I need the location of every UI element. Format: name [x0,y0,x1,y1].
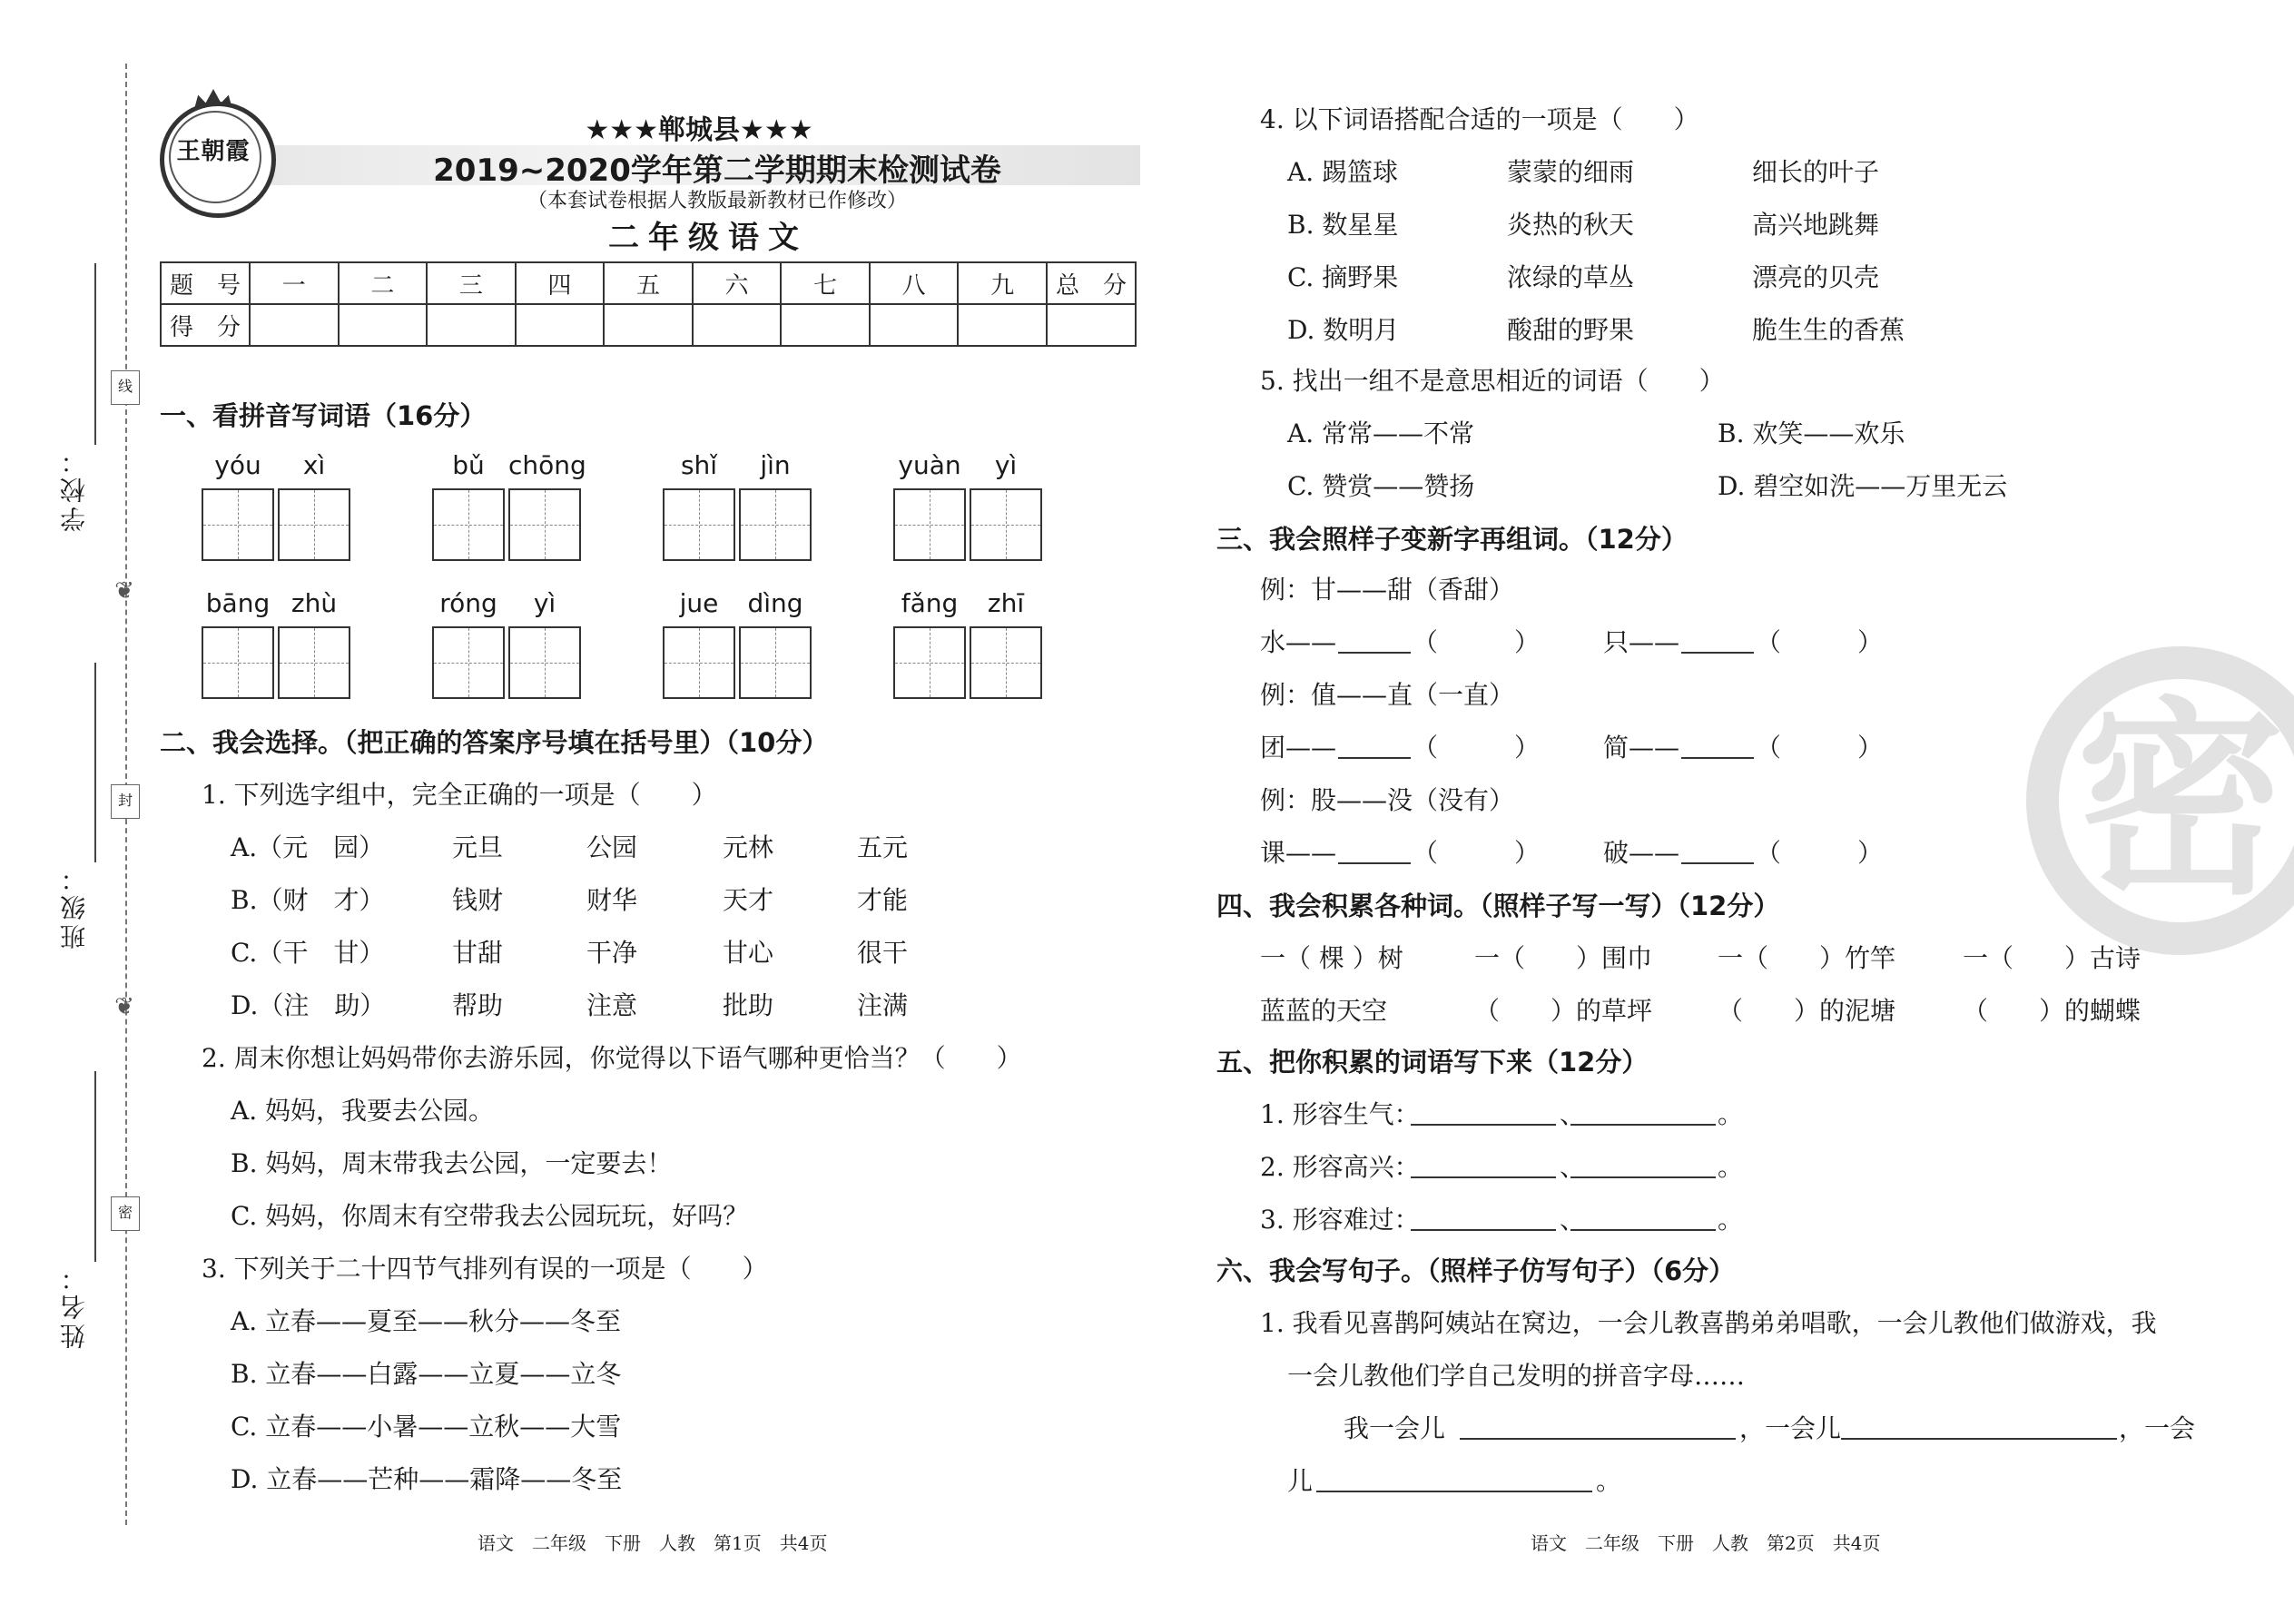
score-cell: 总 分 [1047,262,1136,304]
pinyin: yóu [214,450,261,480]
answer-blank[interactable] [1338,730,1411,759]
sentence-prompt: 我一会儿 [1344,1413,1446,1443]
score-cell: 三 [427,262,516,304]
section2-title: 二、我会选择。（把正确的答案序号填在括号里）（10分） [160,727,829,758]
exam-title: 2019~2020学年第二学期期末检测试卷 [433,153,1001,189]
name-blank-line [94,1071,96,1262]
option-word: 批助 [723,990,774,1020]
option-word: 五元 [857,832,909,862]
option-text: D. 碧空如洗——万里无云 [1718,471,2008,501]
sentence-prompt: ，一会儿 [1739,1413,1842,1443]
pinyin: zhī [987,588,1025,618]
seal-word-secret: 密 [111,1196,140,1231]
option-word: 高兴地跳舞 [1752,210,1880,240]
option-label: A.（元 园） [231,832,385,862]
score-input-cell[interactable] [339,304,428,346]
sentence-example: 一会儿教他们学自己发明的拼音字母…… [1287,1361,1746,1391]
option-word: 注意 [586,990,638,1020]
question-stem: 5. 找出一组不是意思相近的词语（ ） [1260,366,1725,396]
pinyin: jue [679,588,719,618]
pinyin: yuàn [898,450,961,480]
name-label: 姓名： [59,1262,89,1349]
school-blank-line [94,263,96,445]
sentence-example: 1. 我看见喜鹊阿姨站在窝边，一会儿教喜鹊弟弟唱歌，一会儿教他们做游戏，我 [1260,1308,2157,1338]
writing-grid[interactable] [893,488,966,561]
adjective-example: 蓝蓝的天空 [1260,996,1388,1026]
score-input-cell[interactable] [870,304,959,346]
score-cell: 六 [693,262,782,304]
option-text: B. 立春——白露——立夏——立冬 [231,1359,622,1389]
seal-flourish-icon: ❦ [114,577,134,605]
sentence-prompt: ，一会 [2119,1413,2196,1443]
answer-blank[interactable] [1411,1149,1556,1178]
score-input-cell[interactable] [1047,304,1136,346]
separator: 、 [1560,1205,1586,1235]
score-table-score-row [161,304,1136,346]
class-blank-line [94,663,96,862]
writing-grid[interactable] [202,626,274,699]
exam-subtitle: （本套试卷根据人教版最新教材已作修改） [527,190,907,212]
answer-paren[interactable]: （ ） [1756,627,1884,657]
prompt-text: 简—— [1603,733,1680,763]
question-stem: 4. 以下词语搭配合适的一项是（ ） [1260,104,1699,134]
writing-grid[interactable] [508,626,581,699]
option-label: D.（注 助） [231,990,386,1020]
option-word: 酸甜的野果 [1507,315,1635,345]
option-label: C.（干 甘） [231,938,385,968]
question-stem: 3. 下列关于二十四节气排列有误的一项是（ ） [202,1254,768,1284]
section6-title: 六、我会写句子。（照样子仿写句子）（6分） [1216,1255,1736,1286]
option-word: 干净 [586,938,638,968]
writing-grid[interactable] [970,488,1042,561]
measure-word-blank[interactable]: 一（ ）围巾 [1474,943,1653,973]
adjective-blank[interactable]: （ ）的蝴蝶 [1963,996,2141,1026]
answer-blank[interactable] [1570,1097,1716,1126]
adjective-blank[interactable]: （ ）的草坪 [1474,996,1653,1026]
section1-title: 一、看拼音写词语（16分） [160,400,487,431]
option-word: 公园 [586,832,638,862]
period: 。 [1596,1466,1622,1496]
option-word: 蒙蒙的细雨 [1507,157,1635,187]
seal-word-seal: 封 [111,784,140,819]
option-word: 漂亮的贝壳 [1752,262,1880,292]
prompt-text: 只—— [1603,627,1680,657]
pinyin: dìng [747,588,803,618]
option-word: C. 摘野果 [1287,262,1399,292]
option-word: 帮助 [452,990,504,1020]
answer-paren[interactable]: （ ） [1756,838,1884,868]
option-text: B. 欢笑——欢乐 [1718,418,1905,448]
score-table-header-row [161,262,1136,304]
writing-grid[interactable] [893,626,966,699]
score-cell: 八 [870,262,959,304]
score-cell: 四 [516,262,605,304]
answer-paren[interactable]: （ ） [1413,627,1541,657]
question-stem: 2. 周末你想让妈妈带你去游乐园，你觉得以下语气哪种更恰当？（ ） [202,1043,1022,1073]
option-text: A. 常常——不常 [1287,418,1475,448]
answer-blank[interactable] [1411,1202,1556,1231]
example-text: 例：股——没（没有） [1260,785,1515,815]
prompt-text: 破—— [1603,838,1680,868]
watermark-seal: 密 [2075,678,2285,923]
option-text: C. 赞赏——赞扬 [1287,471,1475,501]
option-word: 脆生生的香蕉 [1752,315,1905,345]
period: 。 [1718,1205,1744,1235]
answer-blank[interactable] [1841,1411,2117,1440]
pinyin: shǐ [680,450,718,480]
option-word: 元旦 [452,832,504,862]
sentence-prompt: 儿 [1287,1466,1314,1496]
answer-blank[interactable] [1338,835,1411,864]
pinyin: jìn [760,450,791,480]
writing-grid[interactable] [739,488,812,561]
option-text: D. 立春——芒种——霜降——冬至 [231,1464,623,1494]
option-word: B. 数星星 [1287,210,1399,240]
score-cell: 得 分 [161,304,250,346]
prompt-text: 课—— [1260,838,1337,868]
measure-word-blank[interactable]: 一（ ）古诗 [1963,943,2141,973]
option-text: C. 立春——小暑——立秋——大雪 [231,1412,622,1442]
example-text: 例：值——直（一直） [1260,680,1515,710]
writing-grid[interactable] [663,488,735,561]
answer-blank[interactable] [1570,1149,1716,1178]
score-input-cell[interactable] [516,304,605,346]
option-label: B.（财 才） [231,885,385,915]
measure-word-example: 一（ 棵 ）树 [1260,943,1403,973]
answer-blank[interactable] [1338,625,1411,654]
pinyin: yì [533,588,556,618]
score-cell: 七 [781,262,870,304]
page1-footer: 语文 二年级 下册 人教 第1页 共4页 [478,1532,828,1554]
class-label: 班级： [59,862,89,950]
answer-blank[interactable] [1570,1202,1716,1231]
option-word: 财华 [586,885,638,915]
section5-title: 五、把你积累的词语写下来（12分） [1216,1047,1649,1078]
county-name: ★★★郸城县★★★ [585,114,813,146]
pinyin: xì [302,450,326,480]
grade-subject: 二年级语文 [608,220,808,256]
option-text: A. 妈妈，我要去公园。 [231,1096,495,1126]
option-word: 钱财 [452,885,504,915]
prompt-text: 团—— [1260,733,1337,763]
seal-word-line: 线 [111,370,140,405]
option-word: 炎热的秋天 [1507,210,1635,240]
answer-blank[interactable] [1460,1411,1736,1440]
option-word: 很干 [857,938,909,968]
option-text: A. 立春——夏至——秋分——冬至 [231,1306,622,1336]
score-cell: 题 号 [161,262,250,304]
score-input-cell[interactable] [604,304,693,346]
score-cell: 二 [339,262,428,304]
option-word: 天才 [723,885,774,915]
publisher-logo-text: 王朝霞 [176,138,251,165]
period: 。 [1718,1152,1744,1182]
pinyin: bǔ [452,450,485,480]
score-input-cell[interactable] [427,304,516,346]
score-input-cell[interactable] [250,304,339,346]
separator: 、 [1560,1099,1586,1129]
pinyin: zhù [290,588,338,618]
score-table [160,261,1137,347]
score-input-cell[interactable] [693,304,782,346]
writing-grid[interactable] [278,626,350,699]
prompt-text: 3. 形容难过： [1260,1205,1420,1235]
answer-blank[interactable] [1316,1463,1592,1492]
answer-blank[interactable] [1681,625,1754,654]
option-word: 注满 [857,990,909,1020]
option-text: C. 妈妈，你周末有空带我去公园玩玩，好吗？ [231,1201,749,1231]
writing-grid[interactable] [508,488,581,561]
option-word: 细长的叶子 [1752,157,1880,187]
option-word: 才能 [857,885,909,915]
seal-flourish-icon: ❦ [114,993,134,1020]
answer-blank[interactable] [1681,835,1754,864]
adjective-blank[interactable]: （ ）的泥塘 [1718,996,1896,1026]
answer-blank[interactable] [1681,730,1754,759]
pinyin: fǎng [901,588,959,618]
example-text: 例：甘——甜（香甜） [1260,575,1515,605]
option-word: A. 踢篮球 [1287,157,1399,187]
score-cell: 九 [958,262,1047,304]
score-cell: 五 [604,262,693,304]
writing-grid[interactable] [970,626,1042,699]
writing-grid[interactable] [432,626,505,699]
pinyin: róng [439,588,497,618]
option-word: 浓绿的草丛 [1507,262,1635,292]
writing-grid[interactable] [432,488,505,561]
writing-grid[interactable] [202,488,274,561]
school-label: 学校： [59,445,89,532]
question-stem: 1. 下列选字组中，完全正确的一项是（ ） [202,780,717,810]
page2-footer: 语文 二年级 下册 人教 第2页 共4页 [1531,1532,1881,1554]
score-cell: 一 [250,262,339,304]
pinyin: bāng [205,588,271,618]
answer-blank[interactable] [1411,1097,1556,1126]
writing-grid[interactable] [663,626,735,699]
score-input-cell[interactable] [781,304,870,346]
option-word: 元林 [723,832,774,862]
prompt-text: 水—— [1260,627,1337,657]
option-word: 甘甜 [452,938,504,968]
option-word: D. 数明月 [1287,315,1400,345]
pinyin: chōng [508,450,586,480]
answer-paren[interactable]: （ ） [1413,838,1541,868]
answer-paren[interactable]: （ ） [1756,733,1884,763]
section3-title: 三、我会照样子变新字再组词。（12分） [1216,524,1688,555]
prompt-text: 2. 形容高兴： [1260,1152,1420,1182]
answer-paren[interactable]: （ ） [1413,733,1541,763]
separator: 、 [1560,1152,1586,1182]
prompt-text: 1. 形容生气： [1260,1099,1420,1129]
section4-title: 四、我会积累各种词。（照样子写一写）（12分） [1216,891,1780,921]
measure-word-blank[interactable]: 一（ ）竹竿 [1718,943,1896,973]
writing-grid[interactable] [739,626,812,699]
option-word: 甘心 [723,938,774,968]
pinyin: yì [994,450,1018,480]
writing-grid[interactable] [278,488,350,561]
score-input-cell[interactable] [958,304,1047,346]
option-text: B. 妈妈，周末带我去公园，一定要去！ [231,1148,673,1178]
period: 。 [1718,1099,1744,1129]
